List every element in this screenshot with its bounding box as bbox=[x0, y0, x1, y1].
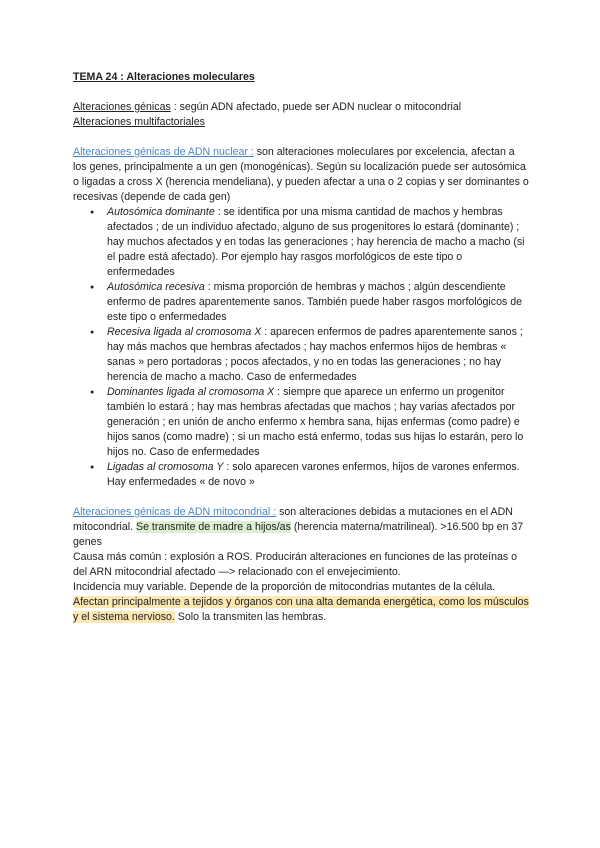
nuclear-paragraph bbox=[73, 145, 530, 205]
list-item-desc: : siempre que aparece un enfermo un progenitor también lo estará ; hay mas hembras afectadas que machos ; hay varias afectados por generación ; en unión de ancho enfermo x hembra sana, hijas enfermas (como padre) e hijos sanos (como madre) ; si un macho está enfermo, todas sus hijas lo estarán, pero lo hijos no. Caso de enfermedades bbox=[107, 386, 524, 458]
nuclear-heading-link[interactable]: Alteraciones génicas de ADN nuclear : bbox=[73, 146, 254, 158]
mito-line-4 bbox=[73, 595, 530, 625]
mito-line-3: Incidencia muy variable. Depende de la proporción de mitocondrias mutantes de la célula. bbox=[73, 581, 496, 593]
mito-text-2: (herencia materna/matrilineal). >16.500 bp en 37 genes bbox=[73, 521, 524, 548]
list-item-term: Autosómica recesiva bbox=[107, 281, 205, 293]
mito-highlight-green: Se transmite de madre a hijos/as bbox=[136, 521, 291, 533]
mito-paragraph bbox=[73, 505, 530, 550]
list-item-desc: : se identifica por una misma cantidad de machos y hembras afectados ; de un individuo afectado, alguno de sus progenitores lo estará (dominante) ; hay muchos afectados y en todas las generaciones ; hay herencia de macho a macho (si el padre está afectado). Por ejemplo hay rasgos morfológicos de este tipo o enfermedades bbox=[107, 206, 525, 278]
mito-text-1: son alteraciones debidas a mutaciones en el ADN mitocondrial. bbox=[73, 506, 513, 533]
intro-line-1 bbox=[73, 100, 530, 115]
list-item-term: Ligadas al cromosoma Y bbox=[107, 461, 224, 473]
intro-line-2 bbox=[73, 115, 530, 130]
page-title: TEMA 24 : Alteraciones moleculares bbox=[73, 71, 255, 83]
list-item bbox=[107, 205, 530, 280]
list-item-term: Recesiva ligada al cromosoma X bbox=[107, 326, 262, 338]
list-item-term: Dominantes ligada al cromosoma X bbox=[107, 386, 275, 398]
list-item bbox=[107, 325, 530, 385]
nuclear-list bbox=[73, 205, 530, 490]
list-item bbox=[107, 280, 530, 325]
intro-text-1: : según ADN afectado, puede ser ADN nuclear o mitocondrial bbox=[170, 101, 462, 113]
list-item-desc: : solo aparecen varones enfermos, hijos de varones enfermos. Hay enfermedades « de novo » bbox=[107, 461, 520, 488]
list-item bbox=[107, 385, 530, 460]
mito-text-3: Solo la transmiten las hembras. bbox=[174, 611, 327, 623]
list-item-term: Autosómica dominante bbox=[107, 206, 215, 218]
list-item-desc: : aparecen enfermos de padres aparentemente sanos ; hay más machos que hembras afectados ; hay machos enfermos hijos de hembras « sanas » pero portadoras ; pocos afectados, y no en todas las generaciones ; no hay herencia de macho a macho. Caso de enfermedades bbox=[107, 326, 523, 383]
mito-line-2: Causa más común : explosión a ROS. Producirán alteraciones en funciones de las proteínas o del ARN mitocondrial afectado —> relacionado con el envejecimiento. bbox=[73, 551, 518, 578]
intro-label-genicas: Alteraciones génicas bbox=[73, 101, 171, 113]
list-item bbox=[107, 460, 530, 490]
list-item-desc: : misma proporción de hembras y machos ; algún descendiente enfermo de padres aparentemente sanos. También puede haber rasgos morfológicos de este tipo o enfermedades bbox=[107, 281, 522, 323]
nuclear-text: son alteraciones moleculares por excelencia, afectan a los genes, principalmente a un gen (monogénicas). Según su localización puede ser autosómica o ligadas a cross X (herencia mendeliana), y pueden afectar a una o 2 copias y ser dominantes o recesivas (depende de cada gen) bbox=[73, 146, 529, 203]
intro-label-multifactoriales: Alteraciones multifactoriales bbox=[73, 116, 205, 128]
mito-highlight-yellow: Afectan principalmente a tejidos y órganos con una alta demanda energética, como los músculos y el sistema nervioso. bbox=[73, 596, 529, 623]
mito-heading-link[interactable]: Alteraciones génicas de ADN mitocondrial : bbox=[73, 506, 277, 518]
